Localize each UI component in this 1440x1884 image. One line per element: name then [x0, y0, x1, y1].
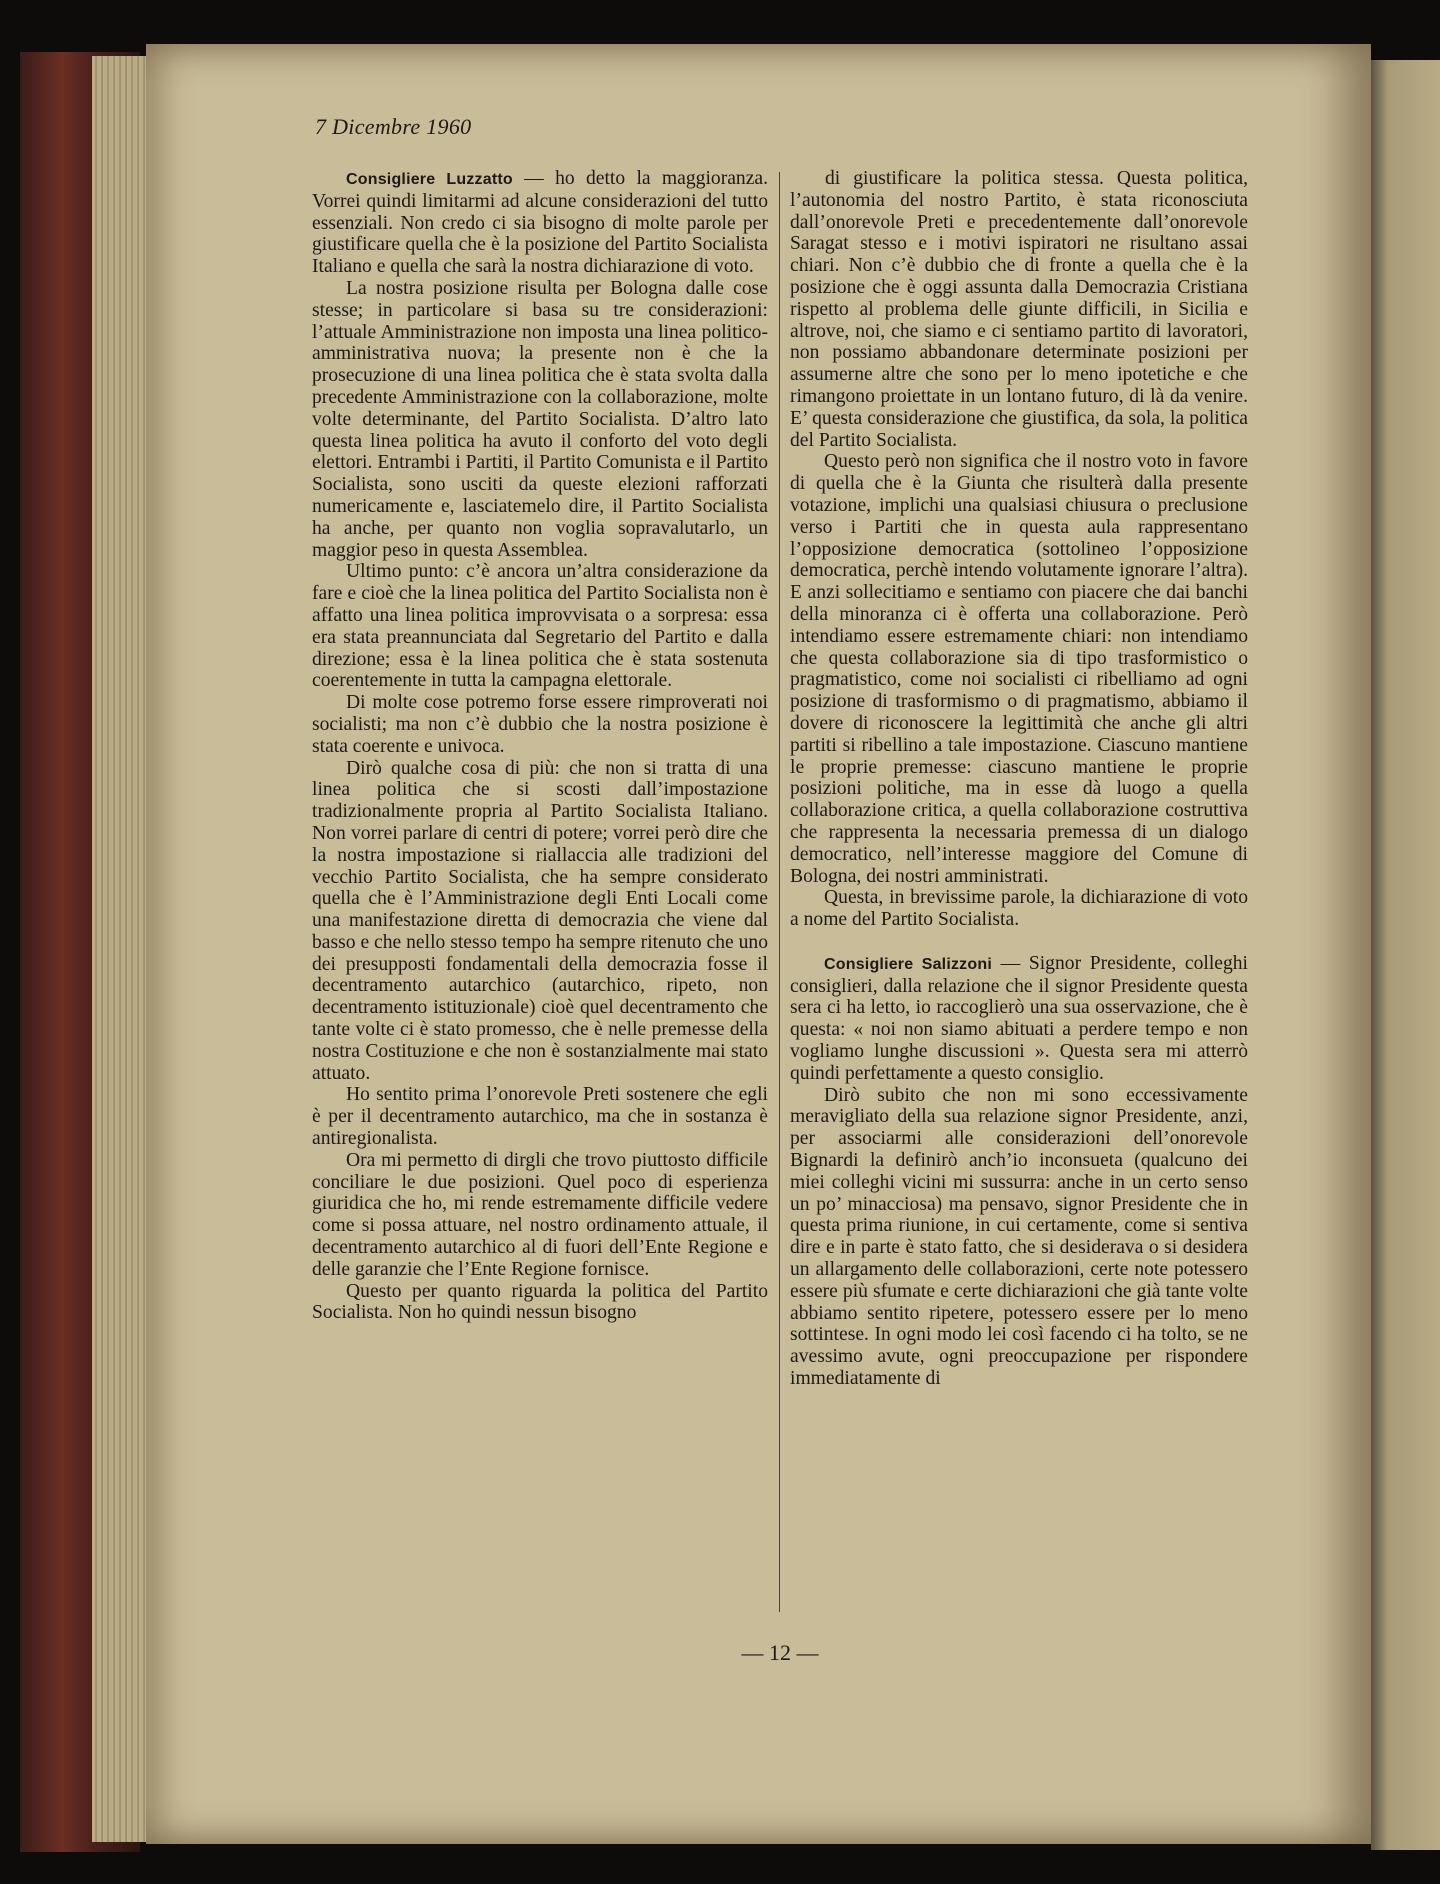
paragraph: [312, 758, 768, 1085]
paragraph: [790, 1085, 1248, 1390]
text-column-right: [790, 168, 1248, 1390]
running-head: 7 Dicembre 1960: [315, 114, 472, 139]
paragraph-text: Dirò subito che non mi sono eccessivamente meravigliato della sua relazione signor Presidente, anzi, per associarmi alle considerazioni dell’onorevole Bignardi la definirò anch’io inconsueta (qualcuno dei miei colleghi vicini mi sussurra: anche in un certo senso un po’ minacciosa) ma pensavo, signor Presidente che in questa prima riunione, in cui certamente, come si sentiva dire e in parte è stato fatto, che si desiderava o si desidera un allargamento delle collaborazioni, certe note potessero essere più sfumate e certe dichiarazioni che già tante volte abbiamo sentito ripetere, potessero essere per lo meno sottintese. In ogni modo lei così facendo ci ha tolto, se ne avessimo avute, ogni preoccupazione per rispondere immediatamente di: [790, 1084, 1248, 1390]
paragraph-text: Questo per quanto riguarda la politica del Partito Socialista. Non ho quindi nessun bisogno: [312, 1280, 768, 1324]
facing-page-edge: [1371, 60, 1440, 1850]
paragraph: [312, 168, 768, 278]
paragraph-text: di giustificare la politica stessa. Questa politica, l’autonomia del nostro Partito, è stata riconosciuta dall’onorevole Preti e precedentemente dall’onorevole Saragat stesso e i motivi ispiratori ne risultano assai chiari. Non c’è dubbio che di fronte a quella che è la posizione che è oggi assunta dalla Democrazia Cristiana rispetto al problema delle giunte difficili, in Sicilia e altrove, noi, che siamo e ci sentiamo partito di lavoratori, non possiamo abbandonare determinate posizioni per assumerne altre che sono per lo meno ipotetiche e che rimangono proiettate in un lontano futuro, di là da venire. E’ questa considerazione che giustifica, da sola, la politica del Partito Socialista.: [790, 168, 1248, 451]
paragraph-text: Di molte cose potremo forse essere rimproverati noi socialisti; ma non c’è dubbio che la nostra posizione è stata coerente e univoca.: [312, 692, 768, 757]
paragraph: [790, 451, 1248, 887]
speaker-name: Consigliere Luzzatto: [346, 171, 513, 188]
page-number: — 12 —: [741, 1640, 819, 1665]
paragraph-text: — Signor Presidente, colleghi consiglieri, dalla relazione che il signor Presidente questa sera ci ha letto, io raccoglierò una sua osservazione, che è questa: « noi non siamo abituati a perdere tempo e non vogliamo lunghe discussioni ». Questa sera mi atterrò quindi perfettamente a questo consiglio.: [790, 952, 1248, 1084]
text-column-left: [312, 168, 768, 1324]
paragraph-text: Questo però non significa che il nostro voto in favore di quella che è la Giunta che risulterà dalla presente votazione, implichi una qualsiasi chiusura o preclusione verso i Partiti che in questa aula rappresentano l’opposizione democratica (sottolineo l’opposizione democratica, perchè intendo volutamente ignorare l’altra). E anzi sollecitiamo e sentiamo con piacere che dai banchi della minoranza ci è offerta una collaborazione. Però intendiamo essere estremamente chiari: non intendiamo che questa collaborazione sia di tipo trasformistico o pragmatistico, come noi socialisti ci ribelliamo ad ogni posizione di trasformismo o di pragmatismo, abbiamo il dovere di riconoscere la legittimità che anche gli altri partiti si ribellino a tale impostazione. Ciascuno mantiene le proprie premesse: ciascuno mantiene le proprie posizioni politiche, ma in esse dà luogo a quella collaborazione critica, a quella collaborazione costruttiva che rappresenta la necessaria premessa di un dialogo democratico, nell’interesse maggiore del Comune di Bologna, dei nostri amministrati.: [790, 451, 1248, 887]
paragraph: [790, 887, 1248, 931]
paragraph-text: La nostra posizione risulta per Bologna dalle cose stesse; in particolare si basa su tre considerazioni: l’attuale Amministrazione non imposta una linea politico-amministrativa nuova; la presente non è che la prosecuzione di una linea politica che è stata svolta dalla precedente Amministrazione con la collaborazione, molte volte determinante, del Partito Socialista. D’altro lato questa linea politica ha avuto il conforto del voto degli elettori. Entrambi i Partiti, il Partito Comunista e il Partito Socialista, sono usciti da queste elezioni rafforzati numericamente e, lasciatemelo dire, il Partito Socialista ha anche, per quanto non voglia sopravalutarlo, un maggior peso in questa Assemblea.: [312, 277, 768, 561]
paragraph: [312, 1150, 768, 1281]
paragraph: [790, 953, 1248, 1085]
paragraph: [312, 1084, 768, 1149]
paragraph-text: Ultimo punto: c’è ancora un’altra considerazione da fare e cioè che la linea politica del Partito Socialista non è affatto una linea politica improvvisata o a sorpresa: essa era stata preannunciata dal Segretario del Partito e dalla direzione; essa è la linea politica che è stata sostenuta coerentemente in tutta la campagna elettorale.: [312, 561, 768, 692]
paragraph: [790, 168, 1248, 451]
paragraph-text: Questa, in brevissime parole, la dichiarazione di voto a nome del Partito Socialista.: [790, 887, 1248, 931]
column-rule: [779, 172, 780, 1612]
paragraph-text: Ho sentito prima l’onorevole Preti sostenere che egli è per il decentramento autarchico, ma che in sostanza è antiregionalista.: [312, 1084, 768, 1150]
speaker-name: Consigliere Salizzoni: [824, 955, 992, 973]
paragraph-text: Dirò qualche cosa di più: che non si tratta di una linea politica che si scosti dall’impostazione tradizionalmente propria al Partito Socialista Italiano. Non vorrei parlare di centri di potere; vorrei però dire che la nostra impostazione si riallaccia alle tradizioni del vecchio Partito Socialista, che ha sempre considerato quella che è l’Amministrazione degli Enti Locali come una manifestazione diretta di democrazia che viene dal basso e che nello stesso tempo ha sempre ritenuto che uno dei presupposti fondamentali della democrazia fosse il decentramento autarchico (autarchico, ripeto, non decentramento istituzionale) cioè quel decentramento che tante volte ci è stato promesso, che è nelle premesse della nostra Costituzione e che non è sostanzialmente mai stato attuato.: [312, 757, 768, 1084]
paragraph: [312, 561, 768, 692]
paragraph: [312, 278, 768, 561]
paragraph-text: — ho detto la maggioranza. Vorrei quindi limitarmi ad alcune considerazioni del tutto essenziali. Non credo ci sia bisogno di molte parole per giustificare quella che è la posizione del Partito Socialista Italiano e quella che sarà la nostra dichiarazione di voto.: [312, 168, 768, 278]
page-stack-edges: [92, 56, 150, 1842]
paragraph: [312, 1281, 768, 1325]
paragraph-text: Ora mi permetto di dirgli che trovo piuttosto difficile conciliare le due posizioni. Quel poco di esperienza giuridica che ho, mi rende estremamente difficile vedere come si possa attuare, nel nostro ordinamento attuale, il decentramento autarchico al di fuori dell’Ente Regione e delle garanzie che l’Ente Regione fornisce.: [312, 1149, 768, 1280]
paragraph: [312, 692, 768, 757]
